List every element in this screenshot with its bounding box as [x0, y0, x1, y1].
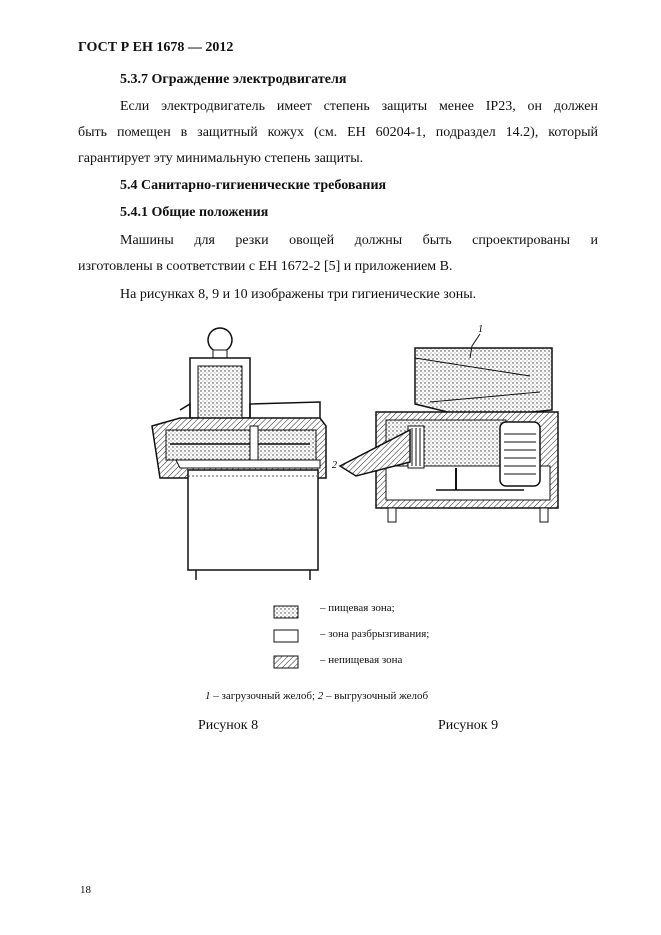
page-number: 18 — [80, 884, 91, 896]
callout-1: 1 — [478, 324, 483, 335]
figures-drawing — [140, 318, 580, 588]
section-537-line1: Если электродвигатель имеет степень защиты менее IP23, он должен — [120, 99, 598, 114]
legend-swatch-nonfood-zone — [274, 656, 298, 668]
section-541-title: 5.4.1 Общие положения — [120, 205, 269, 220]
callout-2: 2 — [332, 460, 337, 471]
figure-8-label: Рисунок 8 — [198, 718, 259, 733]
section-541-line3: На рисунках 8, 9 и 10 изображены три гигиенические зоны. — [120, 287, 477, 302]
figure-8-drawing — [152, 328, 326, 580]
section-537-line2: быть помещен в защитный кожух (см. ЕН 60204-1, подраздел 14.2), который — [78, 125, 598, 140]
section-541-line2: изготовлены в соответствии с ЕН 1672-2 [5] и приложением В. — [78, 259, 453, 274]
caption-num-2: 2 — [317, 690, 324, 702]
caption-text-2: – выгрузочный желоб — [323, 690, 429, 702]
figure-caption — [205, 690, 428, 702]
knob-icon — [208, 328, 232, 352]
section-541-line1: Машины для резки овощей должны быть спроектированы и — [120, 233, 598, 248]
legend-nonfood-zone: – непищевая зона — [320, 654, 403, 666]
legend-swatch-splash-zone — [274, 630, 298, 642]
figure-9-drawing — [332, 324, 558, 522]
legend-swatch-food-zone — [274, 606, 298, 618]
section-537-line3: гарантирует эту минимальную степень защиты. — [78, 151, 364, 166]
figure-9-label: Рисунок 9 — [438, 718, 499, 733]
legend-splash-zone: – зона разбрызгивания; — [320, 628, 430, 640]
section-54-title: 5.4 Санитарно-гигиенические требования — [120, 178, 387, 193]
legend-food-zone: – пищевая зона; — [320, 602, 395, 614]
document-header: ГОСТ Р ЕН 1678 — 2012 — [78, 40, 234, 55]
motor-icon — [500, 422, 540, 486]
caption-num-1: 1 — [205, 690, 211, 702]
legend-swatches — [272, 604, 302, 672]
section-537-title: 5.3.7 Ограждение электродвигателя — [120, 72, 347, 87]
caption-text-1: – загрузочный желоб; — [210, 690, 318, 702]
